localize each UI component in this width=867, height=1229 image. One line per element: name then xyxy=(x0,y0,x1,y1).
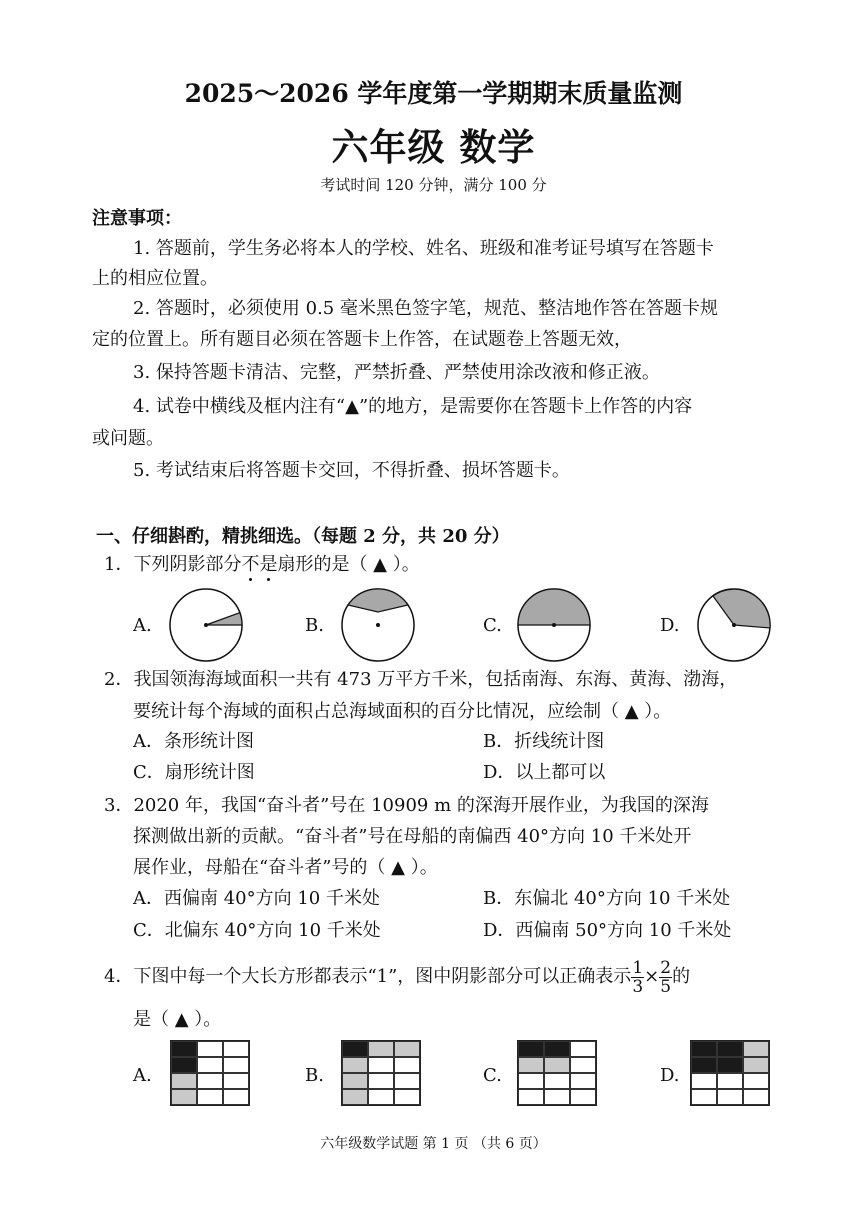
q3-option-b: B．东偏北 40°方向 10 千米处 xyxy=(483,888,731,909)
q4-stem-part: 4．下图中每一个大长方形都表示“1”，图中阴影部分可以正确表示 xyxy=(104,966,632,987)
notice-line: 2. 答题时，必须使用 0.5 毫米黑色签字笔，规范、整洁地作答在答题卡规 xyxy=(133,298,718,319)
fraction-denominator: 3 xyxy=(632,976,644,997)
q4-option-label-a: A. xyxy=(133,1065,152,1086)
question-3-line: 探测做出新的贡献。“奋斗者”号在母船的南偏西 40°方向 10 千米处开 xyxy=(133,826,692,847)
grid-figure-b xyxy=(341,1040,421,1106)
question-3-line: 展作业，母船在“奋斗者”号的（ ▲ ）。 xyxy=(133,857,438,878)
q1-emphasis: 不 xyxy=(241,554,260,575)
page-footer: 六年级数学试题 第 1 页 （共 6 页） xyxy=(320,1136,547,1152)
section-heading: 一、仔细斟酌，精挑细选。（每题 2 分，共 20 分） xyxy=(96,526,510,547)
grid-figure-a xyxy=(170,1040,250,1106)
q1-option-label-a: A. xyxy=(133,615,152,636)
exam-title: 2025～2026 学年度第一学期期末质量监测 xyxy=(184,79,683,108)
notice-line: 或问题。 xyxy=(92,428,164,449)
q1-emphasis: 是 xyxy=(259,554,278,575)
question-2-line: 要统计每个海域的面积占总海域面积的百分比情况，应绘制（ ▲ ）。 xyxy=(133,701,672,722)
q2-option-a: A．条形统计图 xyxy=(133,731,254,752)
exam-info: 考试时间 120 分钟，满分 100 分 xyxy=(320,176,547,194)
notice-line: 上的相应位置。 xyxy=(92,268,218,289)
grid-figure-d xyxy=(690,1040,770,1106)
q1-stem-part: 1．下列阴影部分 xyxy=(104,554,242,575)
q4-stem-part: 的 xyxy=(672,966,691,987)
grid-figure-c xyxy=(517,1040,597,1106)
subject-title: 六年级 数学 xyxy=(331,125,536,169)
q3-option-d: D．西偏南 50°方向 10 千米处 xyxy=(483,920,732,941)
q1-option-label-c: C. xyxy=(483,615,502,636)
q2-option-d: D．以上都可以 xyxy=(483,762,606,783)
notice-line: 1. 答题前，学生务必将本人的学校、姓名、班级和准考证号填写在答题卡 xyxy=(133,238,714,259)
notice-heading: 注意事项： xyxy=(92,208,182,229)
notice-line: 定的位置上。所有题目必须在答题卡上作答，在试题卷上答题无效， xyxy=(92,329,632,350)
q4-option-label-c: C. xyxy=(483,1065,502,1086)
question-3-line: 3．2020 年，我国“奋斗者”号在 10909 m 的深海开展作业，为我国的深海 xyxy=(104,795,709,816)
sector-figure-d xyxy=(695,586,775,664)
q2-option-b: B．折线统计图 xyxy=(483,731,605,752)
fraction-numerator: 1 xyxy=(632,957,644,978)
fraction-numerator: 2 xyxy=(660,957,672,978)
semicircle-figure-c xyxy=(515,586,593,664)
q3-option-c: C．北偏东 40°方向 10 千米处 xyxy=(133,920,381,941)
times-sign: × xyxy=(644,966,660,987)
fraction-denominator: 5 xyxy=(660,976,672,997)
question-4-line: 是（ ▲ ）。 xyxy=(133,1009,222,1030)
q2-option-c: C．扇形统计图 xyxy=(133,762,255,783)
question-2-line: 2．我国领海海域面积一共有 473 万平方千米，包括南海、东海、黄海、渤海， xyxy=(104,669,738,690)
q3-option-a: A．西偏南 40°方向 10 千米处 xyxy=(133,888,380,909)
q1-stem-part: 扇形的是（ ▲ ）。 xyxy=(277,554,420,575)
q1-option-label-d: D. xyxy=(660,615,680,636)
segment-figure-b xyxy=(339,586,417,664)
fraction-two-fifths xyxy=(659,959,672,996)
sector-figure-a xyxy=(167,586,245,664)
notice-line: 3. 保持答题卡清洁、完整，严禁折叠、严禁使用涂改液和修正液。 xyxy=(133,362,660,383)
question-4-stem xyxy=(104,955,690,999)
notice-line: 4. 试卷中横线及框内注有“▲”的地方，是需要你在答题卡上作答的内容 xyxy=(133,396,693,417)
q4-option-label-d: D. xyxy=(660,1065,680,1086)
question-1-stem xyxy=(104,554,420,576)
notice-line: 5. 考试结束后将答题卡交回，不得折叠、损坏答题卡。 xyxy=(133,460,570,481)
q4-option-label-b: B. xyxy=(305,1065,324,1086)
fraction-one-third xyxy=(631,959,644,996)
q1-option-label-b: B. xyxy=(305,615,324,636)
